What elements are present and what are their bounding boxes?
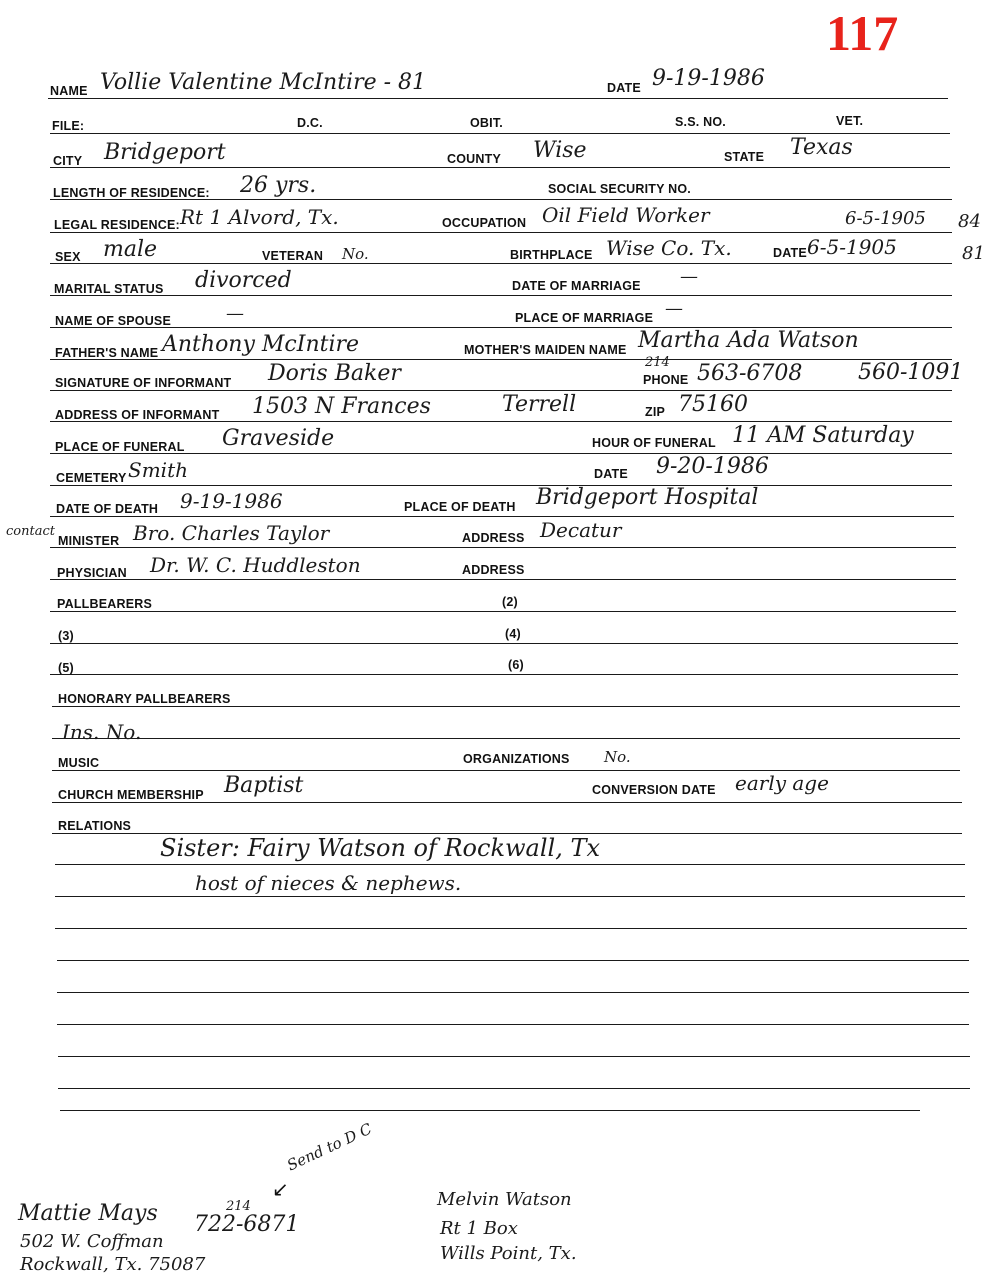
pallbearer-4-label: (4) bbox=[505, 627, 521, 641]
length-of-residence-label: LENGTH OF RESIDENCE: bbox=[53, 186, 210, 200]
mothers-maiden-name-label: MOTHER'S MAIDEN NAME bbox=[464, 343, 627, 357]
pallbearers-rule-2 bbox=[50, 643, 958, 644]
arrow-icon: ↙ bbox=[272, 1179, 289, 1201]
relations-rule-7 bbox=[58, 1056, 970, 1057]
pallbearers-rule-3 bbox=[50, 674, 958, 675]
fathers-name-label: FATHER'S NAME bbox=[55, 346, 159, 360]
cemetery-date-label: DATE bbox=[594, 467, 628, 481]
date-of-death-value: 9-19-1986 bbox=[180, 489, 283, 513]
mothers-maiden-name-value: Martha Ada Watson bbox=[638, 328, 859, 353]
name-of-spouse-label: NAME OF SPOUSE bbox=[55, 314, 172, 328]
pallbearer-5-label: (5) bbox=[58, 661, 74, 675]
name-label: NAME bbox=[50, 84, 88, 98]
county-label: COUNTY bbox=[447, 152, 501, 166]
file-label: FILE: bbox=[52, 119, 85, 133]
minister-address-value: Decatur bbox=[540, 518, 622, 542]
ss-no-label: S.S. NO. bbox=[675, 115, 726, 129]
father-rule bbox=[50, 359, 952, 360]
address-rule bbox=[50, 421, 952, 422]
physician-value: Dr. W. C. Huddleston bbox=[150, 553, 361, 577]
birth-date-value: 6-5-1905 bbox=[807, 235, 897, 259]
name-rule bbox=[48, 98, 948, 99]
hour-of-funeral-value: 11 AM Saturday bbox=[732, 423, 914, 448]
relations-label: RELATIONS bbox=[58, 819, 132, 833]
contact-left-phone: 722-6871 bbox=[194, 1212, 300, 1237]
age-note-1: 84 bbox=[958, 211, 981, 232]
place-of-death-value: Bridgeport Hospital bbox=[536, 485, 759, 510]
sex-value: male bbox=[103, 237, 158, 262]
occupation-value: Oil Field Worker bbox=[542, 203, 710, 227]
name-of-spouse-value: — bbox=[226, 303, 244, 324]
phone-label: PHONE bbox=[643, 373, 689, 387]
minister-value: Bro. Charles Taylor bbox=[133, 521, 330, 545]
cemetery-date-value: 9-20-1986 bbox=[656, 454, 769, 479]
date-label: DATE bbox=[607, 81, 641, 95]
honorary-pallbearers-value: Ins. No. bbox=[62, 720, 142, 744]
city-value: Bridgeport bbox=[104, 140, 226, 165]
occupation-date-note: 6-5-1905 bbox=[845, 208, 926, 229]
legal-residence-rule bbox=[50, 232, 952, 233]
social-security-no-label: SOCIAL SECURITY NO. bbox=[548, 182, 691, 196]
zip-value: 75160 bbox=[678, 392, 748, 417]
place-of-death-label: PLACE OF DEATH bbox=[404, 500, 516, 514]
organizations-value: No. bbox=[604, 748, 631, 766]
area-code-note: 214 bbox=[645, 355, 670, 370]
church-membership-value: Baptist bbox=[224, 773, 304, 798]
physician-label: PHYSICIAN bbox=[57, 566, 127, 580]
length-of-residence-value: 26 yrs. bbox=[240, 173, 317, 198]
contact-left-area-code: 214 bbox=[226, 1199, 251, 1214]
honorary-rule-2 bbox=[52, 738, 960, 739]
minister-note: contact bbox=[6, 524, 55, 539]
address-of-informant-label: ADDRESS OF INFORMANT bbox=[55, 408, 220, 422]
obit-label: OBIT. bbox=[470, 116, 503, 130]
signature-rule bbox=[50, 390, 952, 391]
relations-rule-3 bbox=[55, 928, 967, 929]
sex-label: SEX bbox=[55, 250, 81, 264]
marital-status-label: MARITAL STATUS bbox=[54, 282, 164, 296]
physician-rule bbox=[50, 579, 956, 580]
honorary-rule-1 bbox=[52, 706, 960, 707]
phone-value: 563-6708 bbox=[697, 361, 803, 386]
state-value: Texas bbox=[790, 135, 853, 160]
pallbearer-2-label: (2) bbox=[502, 595, 518, 609]
file-rule bbox=[50, 133, 950, 134]
honorary-pallbearers-label: HONORARY PALLBEARERS bbox=[58, 692, 231, 706]
cemetery-rule bbox=[50, 485, 952, 486]
city-label: CITY bbox=[53, 154, 83, 168]
cemetery-value: Smith bbox=[128, 458, 188, 482]
pallbearer-3-label: (3) bbox=[58, 629, 74, 643]
relations-rule-5 bbox=[57, 992, 969, 993]
marital-rule bbox=[50, 295, 952, 296]
relations-rule-1 bbox=[55, 864, 965, 865]
organizations-label: ORGANIZATIONS bbox=[463, 752, 570, 766]
state-label: STATE bbox=[724, 150, 765, 164]
relations-rule-2 bbox=[55, 896, 965, 897]
occupation-label: OCCUPATION bbox=[442, 216, 527, 230]
page-number: 117 bbox=[826, 5, 899, 61]
birthplace-label: BIRTHPLACE bbox=[510, 248, 593, 262]
contact-left-line-2: 502 W. Coffman bbox=[20, 1231, 164, 1252]
minister-rule bbox=[50, 547, 956, 548]
contact-right-line-1: Melvin Watson bbox=[437, 1189, 572, 1210]
place-of-marriage-label: PLACE OF MARRIAGE bbox=[515, 311, 654, 325]
name-value: Vollie Valentine McIntire - 81 bbox=[100, 70, 427, 95]
relations-line-2: host of nieces & nephews. bbox=[195, 871, 462, 895]
cemetery-label: CEMETERY bbox=[56, 471, 127, 485]
funeral-rule bbox=[50, 453, 952, 454]
phone-2-value: 560-1091 bbox=[858, 360, 964, 385]
signature-of-informant-value: Doris Baker bbox=[268, 361, 401, 386]
legal-residence-label: LEGAL RESIDENCE: bbox=[54, 218, 180, 232]
date-of-marriage-value: — bbox=[680, 266, 698, 287]
age-note-2: 81 bbox=[962, 243, 985, 264]
pallbearers-rule-1 bbox=[50, 611, 956, 612]
relations-rule-8 bbox=[58, 1088, 970, 1089]
relations-line-1: Sister: Fairy Watson of Rockwall, Tx bbox=[160, 834, 600, 862]
relations-rule-6 bbox=[57, 1024, 969, 1025]
city-rule bbox=[50, 167, 950, 168]
conversion-date-value: early age bbox=[735, 771, 829, 795]
sex-rule bbox=[50, 263, 952, 264]
date-of-death-label: DATE OF DEATH bbox=[56, 502, 159, 516]
dc-label: D.C. bbox=[297, 116, 323, 130]
marital-status-value: divorced bbox=[195, 268, 292, 293]
pallbearer-6-label: (6) bbox=[508, 658, 524, 672]
relations-rule-9 bbox=[60, 1110, 920, 1111]
contact-left-line-3: Rockwall, Tx. 75087 bbox=[20, 1254, 206, 1275]
vet-label: VET. bbox=[836, 114, 864, 128]
date-value: 9-19-1986 bbox=[652, 66, 765, 91]
church-rule bbox=[52, 802, 962, 803]
length-rule bbox=[50, 199, 952, 200]
place-of-funeral-label: PLACE OF FUNERAL bbox=[55, 440, 185, 454]
send-to-dc-note: Send to D C bbox=[284, 1119, 375, 1175]
county-value: Wise bbox=[533, 138, 587, 163]
contact-right-line-2: Rt 1 Box bbox=[440, 1218, 518, 1239]
pallbearers-label: PALLBEARERS bbox=[57, 597, 153, 611]
zip-label: ZIP bbox=[645, 405, 666, 419]
place-of-funeral-value: Graveside bbox=[222, 426, 335, 451]
place-of-marriage-value: — bbox=[665, 298, 683, 319]
signature-of-informant-label: SIGNATURE OF INFORMANT bbox=[55, 376, 232, 390]
conversion-date-label: CONVERSION DATE bbox=[592, 783, 716, 797]
minister-label: MINISTER bbox=[58, 534, 120, 548]
birthplace-value: Wise Co. Tx. bbox=[606, 236, 732, 260]
address-of-informant-value: 1503 N Frances bbox=[252, 394, 431, 419]
veteran-value: No. bbox=[342, 245, 369, 263]
relations-rule-4 bbox=[57, 960, 969, 961]
physician-address-label: ADDRESS bbox=[462, 563, 525, 577]
hour-of-funeral-label: HOUR OF FUNERAL bbox=[592, 436, 716, 450]
address-city-value: Terrell bbox=[502, 392, 577, 417]
church-membership-label: CHURCH MEMBERSHIP bbox=[58, 788, 204, 802]
music-label: MUSIC bbox=[58, 756, 100, 770]
minister-address-label: ADDRESS bbox=[462, 531, 525, 545]
date-of-marriage-label: DATE OF MARRIAGE bbox=[512, 279, 641, 293]
death-rule bbox=[50, 516, 954, 517]
legal-residence-value: Rt 1 Alvord, Tx. bbox=[180, 205, 339, 229]
contact-left-line-1: Mattie Mays bbox=[18, 1201, 158, 1226]
contact-right-line-3: Wills Point, Tx. bbox=[440, 1243, 577, 1264]
fathers-name-value: Anthony McIntire bbox=[162, 332, 360, 357]
veteran-label: VETERAN bbox=[262, 249, 324, 263]
birth-date-label: DATE bbox=[773, 246, 807, 260]
